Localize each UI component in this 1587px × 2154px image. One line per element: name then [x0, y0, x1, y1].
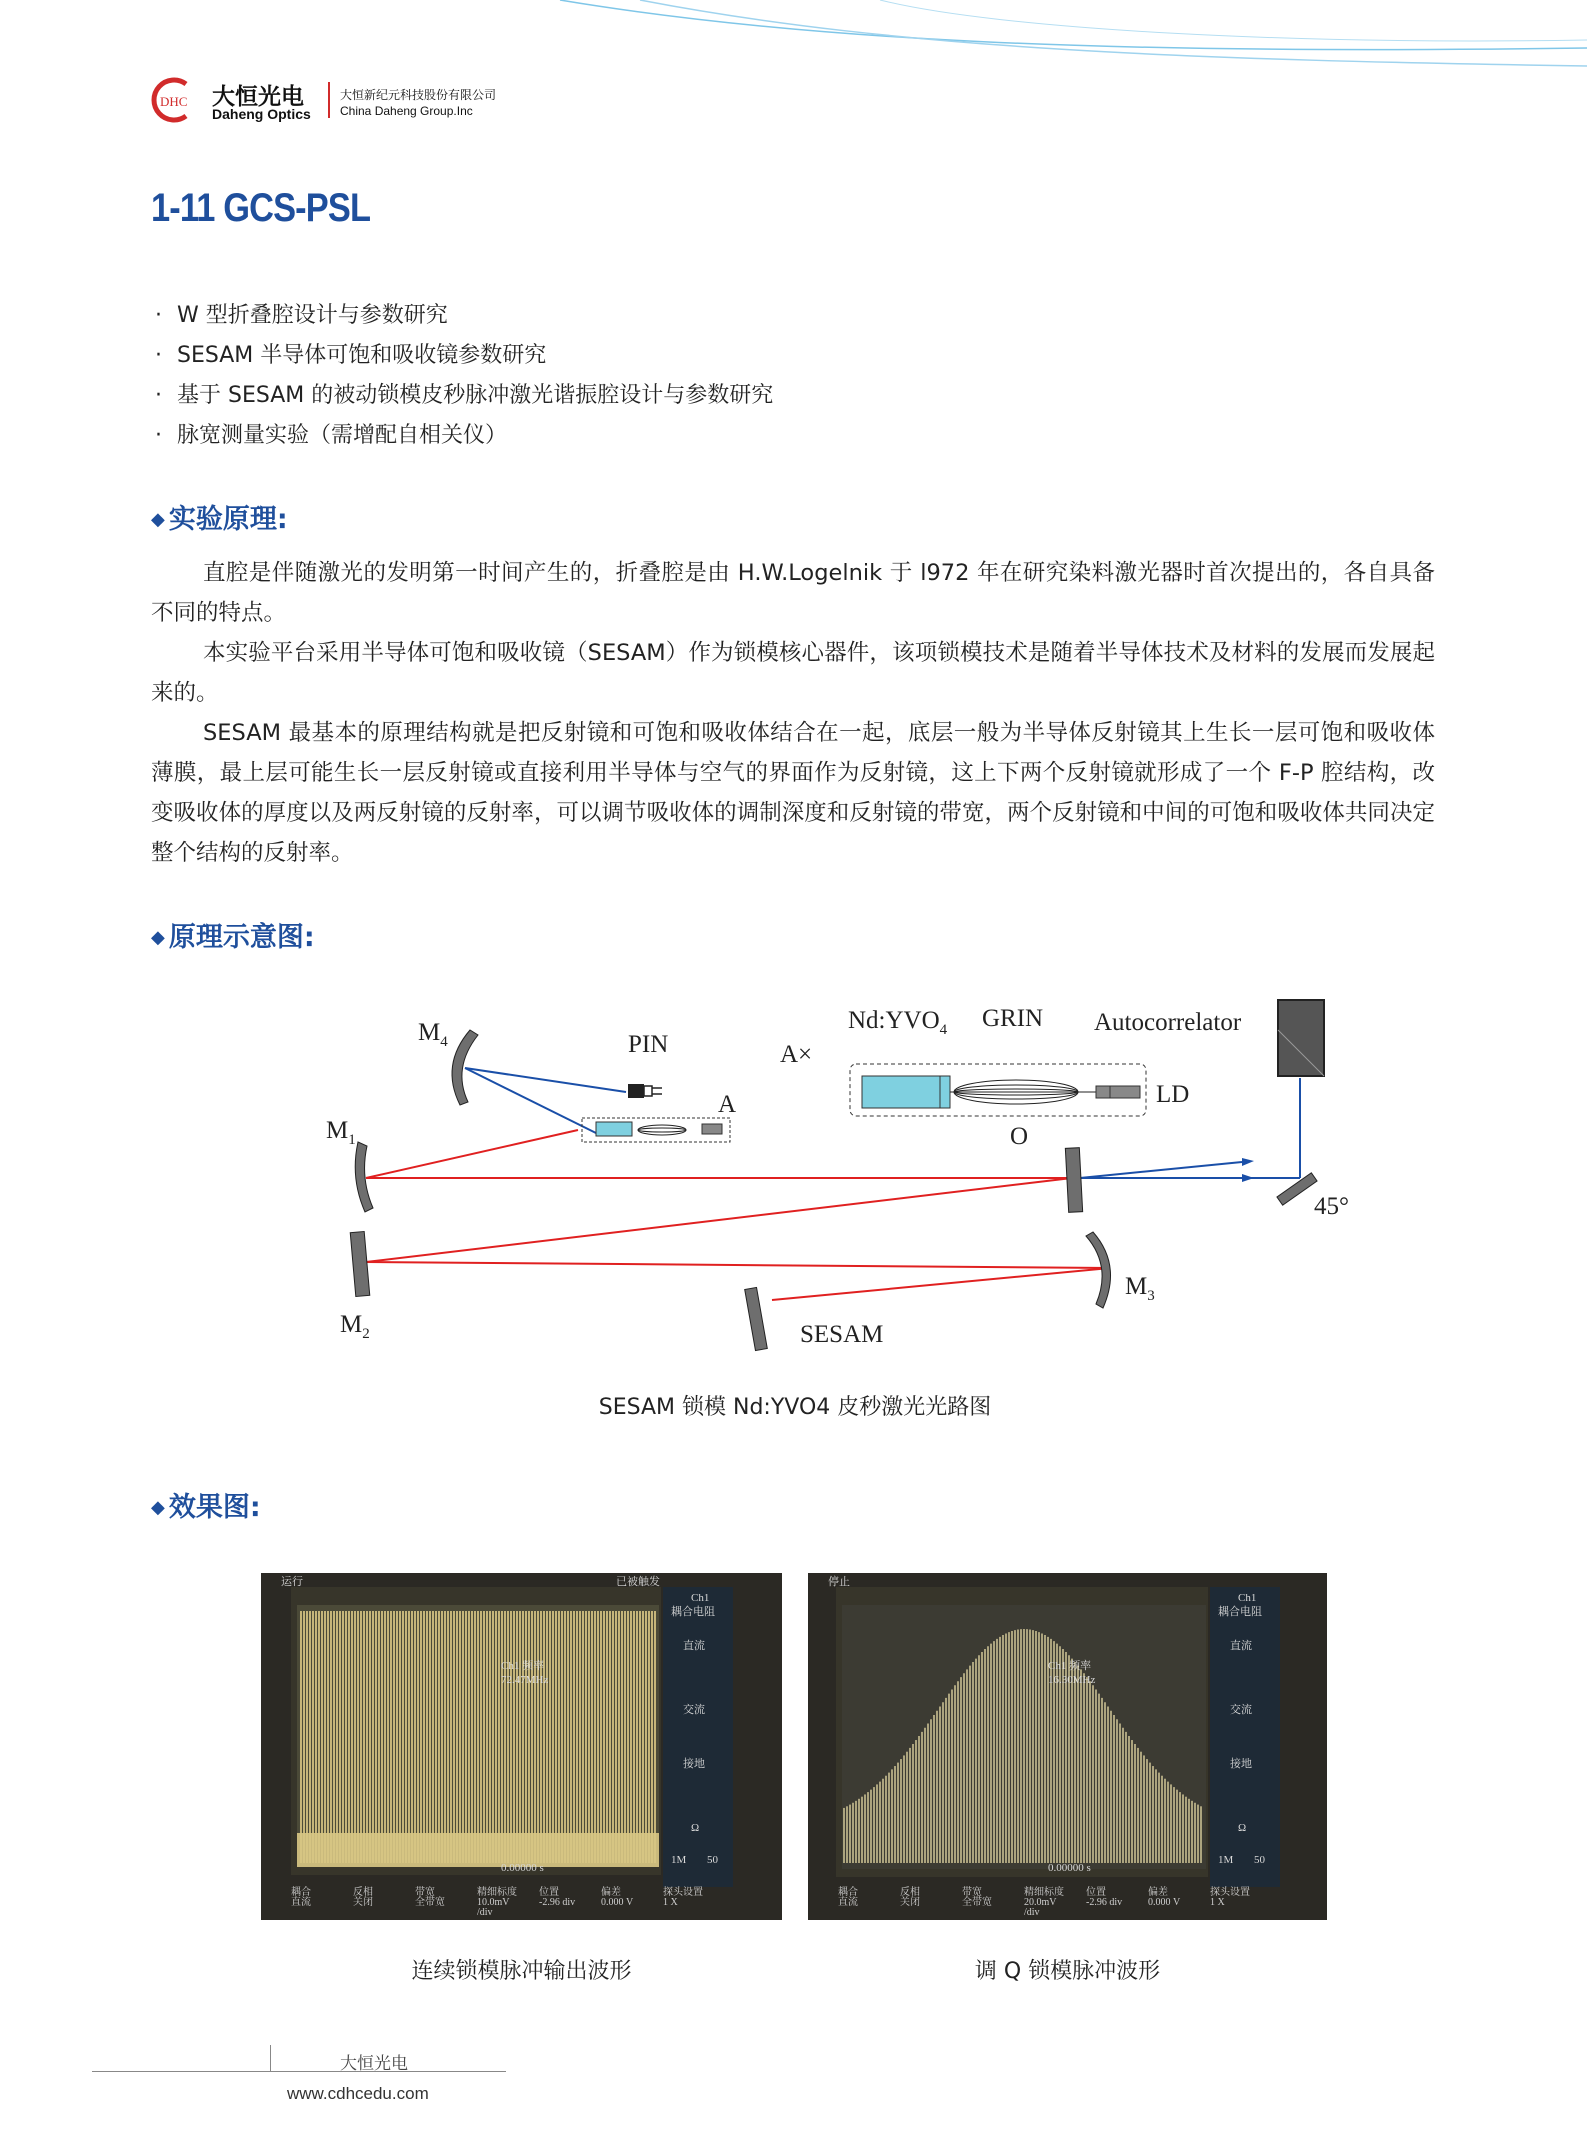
scope-menu-item: 偏差 0.000 V: [1148, 1887, 1181, 1908]
mirror-m4: [452, 1030, 478, 1105]
scope-ohm: Ω: [1238, 1822, 1247, 1834]
scope-menu-item: 位置-2.96 div: [1086, 1887, 1123, 1908]
scope-menu-item: 探头设置 1 X: [663, 1887, 703, 1908]
bullet-dot: ·: [155, 383, 162, 408]
label-ld: LD: [1156, 1081, 1190, 1108]
autocorrelator-box: [1278, 1000, 1324, 1076]
scope-time: 0.00000 s: [501, 1862, 544, 1874]
brand-name-en: Daheng Optics: [212, 106, 311, 122]
paragraph: SESAM 最基本的原理结构就是把反射镜和可饱和吸收体结合在一起，底层一般为半导体反射镜其上生长一层可饱和吸收体薄膜，最上层可能生长一层反射镜或直接利用半导体与空气的界面作为反射镜，这上下两个反射镜就形成了一个 F-P 腔结构，改变吸收体的厚度以及两反射镜的反射率，可以调节吸收体的调制深度和反射镜的带宽，两个反射镜和中间的可饱和吸收体共同决定整个结构的反射率。: [151, 720, 1435, 866]
scope-menu-item: 耦合直流: [838, 1887, 858, 1908]
scope-trigger: 已被触发: [616, 1576, 660, 1588]
scope-coupling-header: 耦合电阻: [1218, 1606, 1262, 1618]
scope-freq-value: 16.30MHz: [1048, 1674, 1096, 1686]
label-pin: PIN: [628, 1031, 669, 1058]
scope-menu-item: 精细标度 20.0mV /div: [1024, 1887, 1064, 1918]
scope-channel: Ch1: [1238, 1592, 1257, 1604]
label-a-cross: A×: [780, 1041, 813, 1068]
scope-menu-item: 反相关闭: [353, 1887, 373, 1908]
scope-menu-item: 带宽全带宽: [415, 1887, 445, 1908]
sesam-mirror: [745, 1287, 768, 1350]
optical-path-diagram: [310, 990, 1349, 1370]
footer-divider: [270, 2045, 271, 2071]
diamond-icon: ◆: [151, 927, 165, 948]
principle-text: [151, 553, 1435, 873]
pin-detector: [628, 1084, 662, 1098]
scope-gnd: 接地: [1230, 1758, 1252, 1770]
mirror-m2: [350, 1232, 370, 1297]
scope-coupling-header: 耦合电阻: [671, 1606, 715, 1618]
output-coupler: [1065, 1148, 1082, 1213]
feature-list: [155, 296, 773, 456]
scope-photo-qswitch: [808, 1573, 1327, 1920]
logo-mark: DHC: [160, 94, 188, 109]
scope-dc: 直流: [683, 1640, 705, 1652]
bullet-dot: ·: [155, 303, 162, 328]
scope-imp-1m: 1M: [1218, 1854, 1234, 1866]
diamond-icon: ◆: [151, 1497, 165, 1518]
label-m1: $M_1$: [326, 1117, 356, 1148]
pump-module-large: [850, 1064, 1146, 1116]
company-logo: [146, 76, 206, 124]
caption-continuous: 连续锁模脉冲输出波形: [411, 1959, 632, 1984]
diamond-icon: ◆: [151, 509, 165, 530]
logo-divider: [328, 82, 330, 118]
feature-item: · 脉宽测量实验（需增配自相关仪）: [155, 416, 773, 456]
label-m4: $M_4$: [418, 1019, 448, 1050]
label-autocorrelator: Autocorrelator: [1094, 1009, 1242, 1036]
label-grin: GRIN: [982, 1005, 1044, 1032]
scope-photo-continuous: [261, 1573, 782, 1920]
diagram-caption: SESAM 锁模 Nd:YVO4 皮秒激光光路图: [598, 1395, 992, 1420]
page-title: 1-11 GCS-PSL: [151, 186, 371, 230]
bullet-dot: ·: [155, 343, 162, 368]
scope-channel: Ch1: [691, 1592, 710, 1604]
company-name-en: China Daheng Group.Inc: [340, 104, 473, 118]
scope-menu-item: 偏差 0.000 V: [601, 1887, 634, 1908]
footer-brand: 大恒光电: [340, 2054, 408, 2074]
scope-imp-50: 50: [1254, 1854, 1265, 1866]
paragraph: 直腔是伴随激光的发明第一时间产生的，折叠腔是由 H.W.Logelnik 于 l972 年在研究染料激光器时首次提出的，各自具备不同的特点。: [151, 560, 1435, 626]
scope-status: 运行: [281, 1576, 303, 1588]
cavity-beam: [366, 1130, 1110, 1300]
scope-menu-item: 带宽全带宽: [962, 1887, 992, 1908]
scope-menu-item: 探头设置 1 X: [1210, 1887, 1250, 1908]
scope-menu-item: 精细标度 10.0mV /div: [477, 1887, 517, 1918]
footer-url: www.cdhcedu.com: [287, 2084, 429, 2103]
label-angle: 45°: [1314, 1193, 1349, 1220]
scope-imp-50: 50: [707, 1854, 718, 1866]
scope-menu-item: 反相关闭: [900, 1887, 920, 1908]
paragraph: 本实验平台采用半导体可饱和吸收镜（SESAM）作为锁模核心器件，该项锁模技术是随着半导体技术及材料的发展而发展起来的。: [151, 640, 1435, 706]
label-m3: $M_3$: [1125, 1273, 1155, 1304]
scope-ac: 交流: [683, 1704, 705, 1716]
pump-module-small: [582, 1118, 730, 1142]
label-m2: $M_2$: [340, 1311, 370, 1342]
caption-qswitch: 调 Q 锁模脉冲波形: [974, 1959, 1161, 1984]
scope-dc: 直流: [1230, 1640, 1252, 1652]
scope-time: 0.00000 s: [1048, 1862, 1091, 1874]
scope-imp-1m: 1M: [671, 1854, 687, 1866]
bullet-dot: ·: [155, 423, 162, 448]
scope-gnd: 接地: [683, 1758, 705, 1770]
feature-item: · SESAM 半导体可饱和吸收镜参数研究: [155, 336, 773, 376]
label-ndyvo4: $Nd:YVO_4$: [848, 1007, 948, 1038]
scope-ohm: Ω: [691, 1822, 700, 1834]
company-name-cn: 大恒新纪元科技股份有限公司: [340, 88, 497, 102]
section-heading-diagram: ◆ 原理示意图:: [151, 922, 315, 953]
section-heading-principle: ◆ 实验原理:: [151, 504, 288, 535]
label-o: O: [1010, 1123, 1029, 1150]
scope-freq-label: Ch1 频率: [1048, 1660, 1092, 1672]
feature-item: · W 型折叠腔设计与参数研究: [155, 296, 773, 336]
scope-ac: 交流: [1230, 1704, 1252, 1716]
header-decoration: [0, 0, 1587, 80]
mirrors: [350, 1030, 1317, 1351]
scope-status: 停止: [828, 1576, 850, 1588]
section-heading-results: ◆ 效果图:: [151, 1492, 261, 1523]
footer-rule: [92, 2071, 506, 2072]
feature-item: · 基于 SESAM 的被动锁模皮秒脉冲激光谐振腔设计与参数研究: [155, 376, 773, 416]
scope-menu-item: 位置-2.96 div: [539, 1887, 576, 1908]
scope-menu-item: 耦合直流: [291, 1887, 311, 1908]
arrow-icon: [1242, 1158, 1254, 1182]
brand-name-cn: 大恒光电: [212, 84, 304, 110]
scope-freq: Ch1 频率 72.47MHz: [501, 1660, 549, 1686]
label-sesam: SESAM: [800, 1321, 884, 1348]
label-a: A: [718, 1091, 737, 1118]
